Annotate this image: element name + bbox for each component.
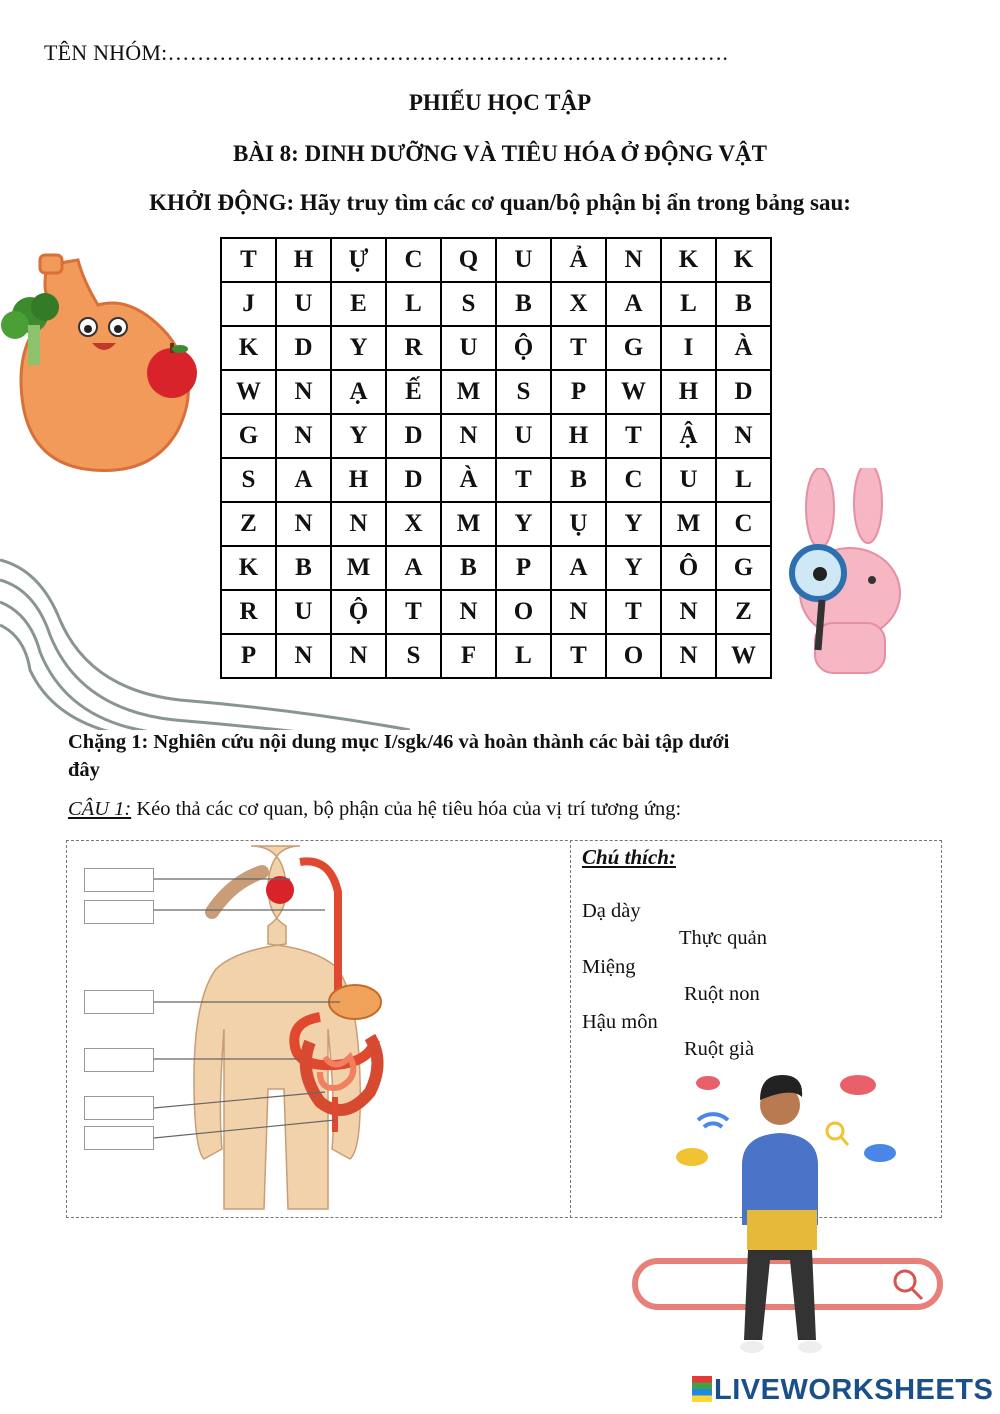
team-name-line: TÊN NHÓM:………………………………………………………………….: [44, 40, 729, 65]
grid-cell[interactable]: À: [716, 326, 771, 370]
grid-cell[interactable]: C: [386, 238, 441, 282]
grid-cell[interactable]: G: [716, 546, 771, 590]
stage1-line1: Chặng 1: Nghiên cứu nội dung mục I/sgk/46 và hoàn thành các bài tập dưới: [68, 731, 730, 753]
liveworksheets-logo: [692, 1374, 993, 1407]
grid-cell[interactable]: S: [386, 634, 441, 678]
grid-cell[interactable]: T: [221, 238, 276, 282]
grid-cell[interactable]: I: [661, 326, 716, 370]
drop-box-2[interactable]: [84, 900, 154, 924]
grid-cell[interactable]: P: [496, 546, 551, 590]
grid-cell[interactable]: D: [386, 458, 441, 502]
grid-cell[interactable]: L: [496, 634, 551, 678]
legend-item-anus[interactable]: Hậu môn: [582, 1011, 658, 1033]
drop-box-1[interactable]: [84, 868, 154, 892]
drop-box-6[interactable]: [84, 1126, 154, 1150]
grid-cell[interactable]: U: [661, 458, 716, 502]
grid-cell[interactable]: H: [661, 370, 716, 414]
grid-cell[interactable]: R: [221, 590, 276, 634]
drop-box-5[interactable]: [84, 1096, 154, 1120]
lesson-title: BÀI 8: DINH DƯỠNG VÀ TIÊU HÓA Ở ĐỘNG VẬT: [233, 141, 767, 166]
grid-cell[interactable]: Y: [606, 502, 661, 546]
grid-cell[interactable]: B: [551, 458, 606, 502]
grid-cell[interactable]: M: [331, 546, 386, 590]
grid-cell[interactable]: C: [716, 502, 771, 546]
grid-cell[interactable]: N: [276, 634, 331, 678]
grid-cell[interactable]: N: [276, 502, 331, 546]
wave-lines-decoration: [0, 540, 410, 730]
grid-cell[interactable]: N: [276, 414, 331, 458]
grid-cell[interactable]: T: [551, 326, 606, 370]
grid-cell[interactable]: Ộ: [496, 326, 551, 370]
grid-cell[interactable]: B: [496, 282, 551, 326]
grid-cell[interactable]: Ụ: [551, 502, 606, 546]
grid-cell[interactable]: O: [606, 634, 661, 678]
grid-cell[interactable]: U: [496, 238, 551, 282]
grid-cell[interactable]: P: [221, 634, 276, 678]
grid-cell[interactable]: A: [606, 282, 661, 326]
grid-cell[interactable]: T: [606, 414, 661, 458]
grid-cell[interactable]: G: [221, 414, 276, 458]
grid-cell[interactable]: U: [496, 414, 551, 458]
grid-cell[interactable]: X: [386, 502, 441, 546]
grid-cell[interactable]: J: [221, 282, 276, 326]
legend-item-small-intestine[interactable]: Ruột non: [684, 983, 760, 1005]
legend-item-large-intestine[interactable]: Ruột già: [684, 1038, 755, 1060]
question1-label: CÂU 1:: [68, 798, 132, 820]
grid-cell[interactable]: B: [716, 282, 771, 326]
grid-cell[interactable]: H: [276, 238, 331, 282]
grid-cell[interactable]: N: [661, 634, 716, 678]
label-leader-lines: [150, 842, 350, 1162]
grid-cell[interactable]: T: [606, 590, 661, 634]
grid-row: [221, 370, 771, 414]
grid-cell[interactable]: D: [386, 414, 441, 458]
logo-badge-icon: [692, 1376, 712, 1402]
grid-cell[interactable]: T: [551, 634, 606, 678]
grid-cell[interactable]: H: [331, 458, 386, 502]
legend-item-mouth[interactable]: Miệng: [582, 956, 636, 978]
grid-cell[interactable]: S: [496, 370, 551, 414]
person-search-illustration: [630, 1065, 950, 1370]
grid-cell[interactable]: D: [276, 326, 331, 370]
grid-cell[interactable]: P: [551, 370, 606, 414]
grid-cell[interactable]: Y: [331, 414, 386, 458]
legend-item-esophagus[interactable]: Thực quản: [679, 927, 767, 949]
grid-cell[interactable]: N: [661, 590, 716, 634]
grid-cell[interactable]: E: [331, 282, 386, 326]
warmup-instruction: KHỞI ĐỘNG: Hãy truy tìm các cơ quan/bộ phận bị ẩn trong bảng sau:: [149, 190, 851, 215]
grid-cell[interactable]: G: [606, 326, 661, 370]
grid-cell[interactable]: W: [221, 370, 276, 414]
grid-cell[interactable]: T: [386, 590, 441, 634]
grid-cell[interactable]: N: [441, 590, 496, 634]
grid-cell[interactable]: A: [551, 546, 606, 590]
grid-cell[interactable]: A: [386, 546, 441, 590]
grid-cell[interactable]: Y: [331, 326, 386, 370]
grid-cell[interactable]: W: [606, 370, 661, 414]
grid-cell[interactable]: H: [551, 414, 606, 458]
grid-cell[interactable]: X: [551, 282, 606, 326]
grid-cell[interactable]: Q: [441, 238, 496, 282]
grid-cell[interactable]: S: [441, 282, 496, 326]
grid-cell[interactable]: F: [441, 634, 496, 678]
grid-cell[interactable]: N: [441, 414, 496, 458]
grid-cell[interactable]: N: [551, 590, 606, 634]
grid-cell[interactable]: K: [221, 326, 276, 370]
drop-box-4[interactable]: [84, 1048, 154, 1072]
grid-cell[interactable]: W: [716, 634, 771, 678]
grid-cell[interactable]: A: [276, 458, 331, 502]
grid-cell[interactable]: Ậ: [661, 414, 716, 458]
grid-cell[interactable]: B: [441, 546, 496, 590]
grid-cell[interactable]: N: [331, 634, 386, 678]
grid-cell[interactable]: R: [386, 326, 441, 370]
grid-cell[interactable]: U: [441, 326, 496, 370]
grid-cell[interactable]: U: [276, 590, 331, 634]
sheet-title: PHIẾU HỌC TẬP: [408, 90, 592, 115]
legend-title: Chú thích:: [582, 845, 676, 869]
grid-cell[interactable]: L: [386, 282, 441, 326]
grid-row: [221, 238, 771, 282]
grid-cell[interactable]: Ự: [331, 238, 386, 282]
question1-text: Kéo thả các cơ quan, bộ phận của hệ tiêu hóa của vị trí tương ứng:: [131, 798, 682, 820]
grid-cell[interactable]: Ô: [661, 546, 716, 590]
grid-cell[interactable]: Ộ: [331, 590, 386, 634]
grid-cell[interactable]: C: [606, 458, 661, 502]
grid-cell[interactable]: N: [606, 238, 661, 282]
legend-item-stomach[interactable]: Dạ dày: [582, 900, 641, 922]
grid-cell[interactable]: D: [716, 370, 771, 414]
grid-cell[interactable]: M: [441, 370, 496, 414]
grid-row: [221, 282, 771, 326]
grid-row: [221, 458, 771, 502]
grid-cell[interactable]: U: [276, 282, 331, 326]
grid-cell[interactable]: K: [221, 546, 276, 590]
grid-cell[interactable]: Ạ: [331, 370, 386, 414]
grid-cell[interactable]: N: [276, 370, 331, 414]
grid-cell[interactable]: Ả: [551, 238, 606, 282]
grid-row: [221, 326, 771, 370]
grid-cell[interactable]: K: [661, 238, 716, 282]
exercise-divider: [570, 840, 571, 1218]
stomach-character-illustration: [0, 245, 205, 475]
grid-cell[interactable]: Ế: [386, 370, 441, 414]
grid-cell[interactable]: Y: [496, 502, 551, 546]
grid-cell[interactable]: M: [661, 502, 716, 546]
stage1-line2: đây: [68, 759, 100, 781]
grid-cell[interactable]: L: [716, 458, 771, 502]
question1: [68, 798, 681, 821]
grid-cell[interactable]: N: [716, 414, 771, 458]
bunny-magnifier-illustration: [780, 468, 905, 678]
grid-cell[interactable]: O: [496, 590, 551, 634]
grid-cell[interactable]: L: [661, 282, 716, 326]
grid-row: [221, 414, 771, 458]
grid-cell[interactable]: Z: [221, 502, 276, 546]
grid-cell[interactable]: Z: [716, 590, 771, 634]
grid-cell[interactable]: Y: [606, 546, 661, 590]
stage1-instruction: [68, 728, 888, 784]
logo-text: LIVEWORKSHEETS: [714, 1374, 994, 1406]
grid-cell[interactable]: T: [496, 458, 551, 502]
grid-cell[interactable]: À: [441, 458, 496, 502]
drop-box-3[interactable]: [84, 990, 154, 1014]
grid-cell[interactable]: K: [716, 238, 771, 282]
grid-cell[interactable]: M: [441, 502, 496, 546]
grid-cell[interactable]: N: [331, 502, 386, 546]
grid-cell[interactable]: B: [276, 546, 331, 590]
grid-cell[interactable]: S: [221, 458, 276, 502]
